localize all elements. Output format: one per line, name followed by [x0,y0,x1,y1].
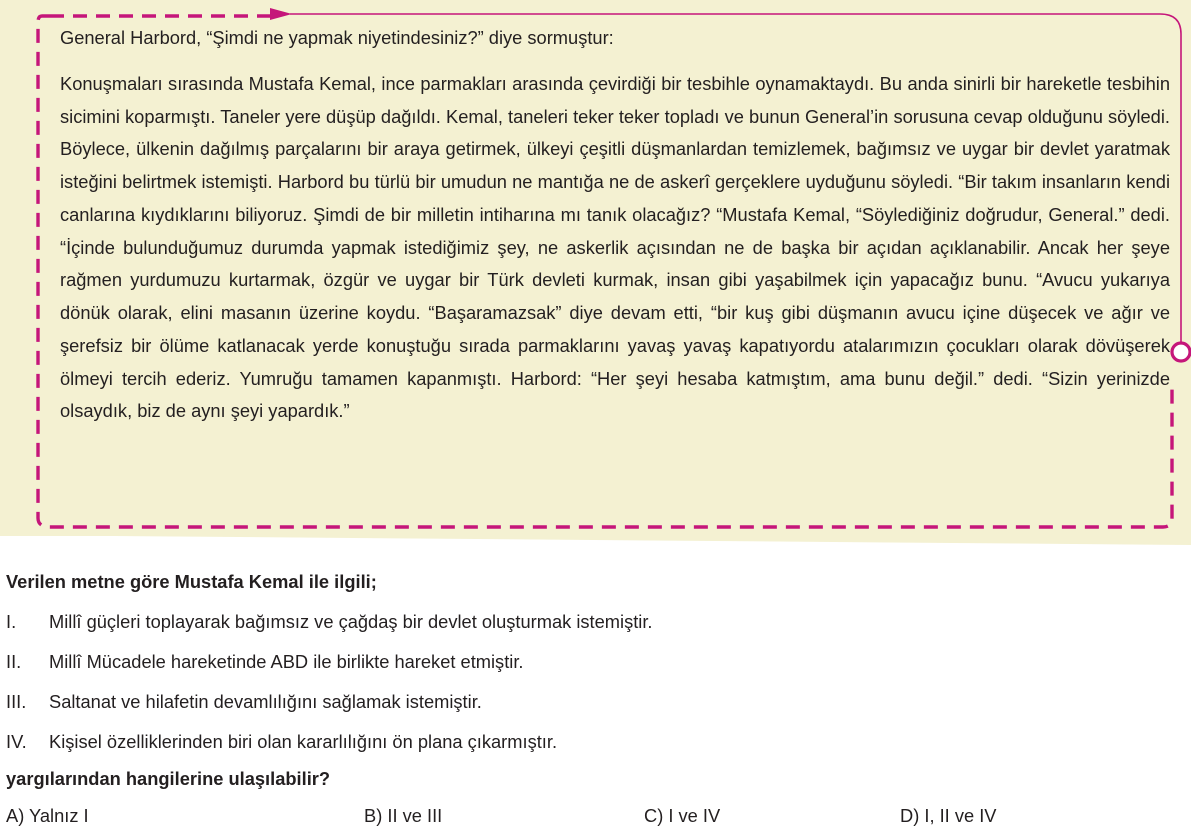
statement-item [6,642,1186,682]
statement-text: Millî güçleri toplayarak bağımsız ve çağdaş bir devlet oluşturmak istemiştir. [49,611,653,632]
statement-number: III. [6,691,27,712]
question-stem: Verilen metne göre Mustafa Kemal ile ilgili; [6,571,377,592]
statement-item [6,602,1186,642]
question [6,562,1186,836]
option-b[interactable]: B) II ve III [364,805,443,826]
statement-item [6,722,1186,762]
statement-number: IV. [6,731,27,752]
passage-body: Konuşmaları sırasında Mustafa Kemal, ince parmakları arasında çevirdiği bir tesbihle oynamaktaydı. Bu anda sinirli bir hareketle tesbihin sicimini koparmıştı. Taneler yere düşüp dağıldı. Kemal, taneleri teker teker topladı ve bunun General’in sorusuna cevap olduğunu söyledi. Böylece, ülkenin dağılmış parçalarını bir araya getirmek, ülkeyi çeşitli düşmanlardan temizlemek, bağımsız ve uygar bir devlet yaratmak isteğini belirtmek istemişti. Harbord bu türlü bir umudun ne mantığa ne de askerî gerçeklere uyduğunu söyledi. “Bir takım insanların kendi canlarına kıydıklarını biliyoruz. Şimdi de bir milletin intiharına mı tanık olacağız? “Mustafa Kemal, “Söylediğiniz doğrudur, General.” dedi. “İçinde bulunduğumuz durumda yapmak istediğimiz şey, ne askerlik açısından ne de başka bir açıdan açıklanabilir. Ancak her şeye rağmen yurdumuzu kurtarmak, özgür ve uygar bir Türk devleti kurmak, insan gibi yaşabilmek için yapacağız bunu. “Avucu yukarıya dönük olarak, elini masanın üzerine koydu. “Başaramazsak” diye devam etti, “bir kuş gibi düşmanın avucu içine düşecek ve ağır ve şerefsiz bir ölüme katlanacak yerde konuştuğu sırada parmaklarını yavaş yavaş kapatıyordu atalarımızın çocukları olarak dövüşerek ölmeyi tercih ederiz. Yumruğu tamamen kapanmıştı. Harbord: “Her şeyi hesaba katmıştım, ama bunu değil.” dedi. “Sizin yerinizde olsaydık, biz de aynı şeyi yapardık.” [60,72,1170,422]
statement-text: Kişisel özelliklerinden biri olan kararlılığını ön plana çıkarmıştır. [49,731,558,752]
statement-item [6,682,1186,722]
ring-connector-icon [1172,343,1190,361]
option-c[interactable]: C) I ve IV [644,805,721,826]
reading-passage [60,22,1170,428]
statement-text: Saltanat ve hilafetin devamlılığını sağlamak istemiştir. [49,691,482,712]
statement-list [6,602,1186,762]
option-d[interactable]: D) I, II ve IV [900,805,997,826]
answer-options [6,796,1186,836]
statement-text: Millî Mücadele hareketinde ABD ile birlikte hareket etmiştir. [49,651,524,672]
arrow-right-icon [270,8,292,20]
question-closing: yargılarından hangilerine ulaşılabilir? [6,768,331,789]
option-a[interactable]: A) Yalnız I [6,805,89,826]
statement-number: I. [6,611,17,632]
statement-number: II. [6,651,22,672]
passage-intro: General Harbord, “Şimdi ne yapmak niyetindesiniz?” diye sormuştur: [60,27,614,48]
